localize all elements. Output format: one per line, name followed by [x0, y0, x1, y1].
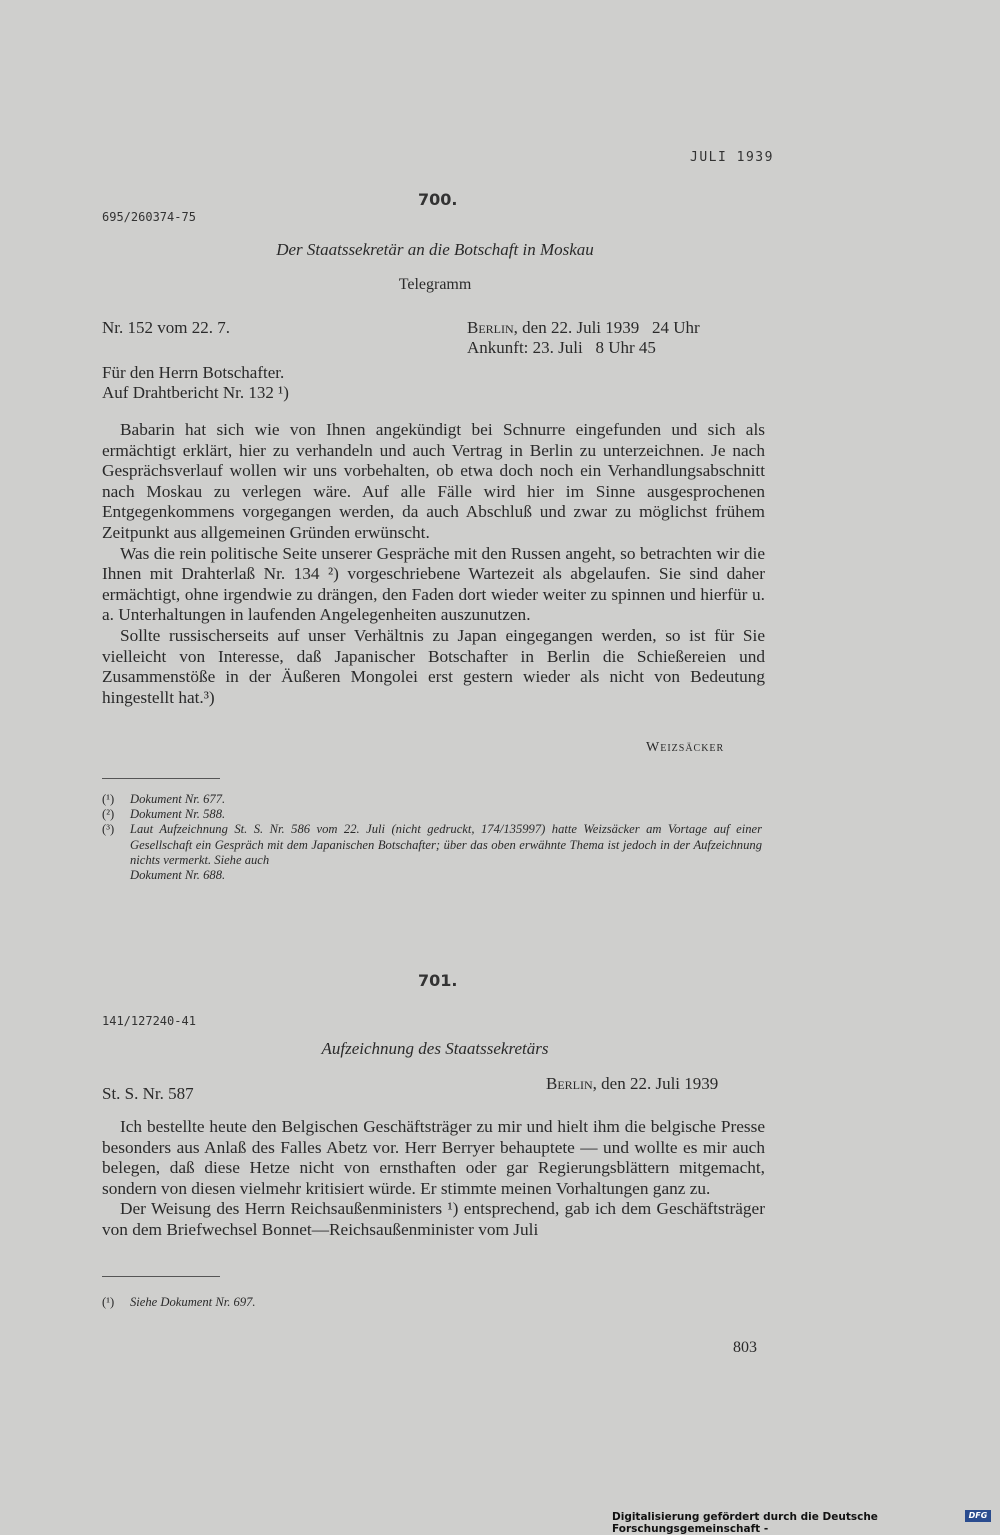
document-number-701: 701.	[418, 971, 458, 990]
paragraph: Babarin hat sich wie von Ihnen angekündigt bei Schnurre eingefunden und sich als ermächtigt erklärt, hier zu verhandeln und auch Vertrag in Berlin zu unterzeichnen. Je nach Gesprächsverlauf wollen wir uns vorbehalten, ob etwa doch noch ein Verhandlungsabschnitt nach Moskau zu verlegen wäre. Auf alle Fälle wird hier im Sinne ausgesprochenen Entgegenkommens vorgegangen werden, da auch Abschluß und zwar zu möglichst frühem Zeitpunkt aus allgemeinen Gründen erwünscht.	[102, 420, 765, 542]
digitization-note: Digitalisierung gefördert durch die Deutsche Forschungsgemeinschaft -	[612, 1511, 878, 1535]
arrival-700: Ankunft: 23. Juli 8 Uhr 45	[467, 338, 656, 357]
document-number-700: 700.	[418, 190, 458, 209]
footnote-separator-700	[102, 778, 220, 779]
footnote-mark: (¹)	[102, 1295, 115, 1309]
document-title-701: Aufzeichnung des Staatssekretärs	[321, 1039, 549, 1058]
page-number: 803	[733, 1339, 757, 1356]
place-700: Berlin	[467, 318, 514, 337]
paragraph: Sollte russischerseits auf unser Verhältnis zu Japan eingegangen werden, so ist für Sie vielleicht von Interesse, daß Japanischer Botschafter in Berlin die Schießereien und Zusammenstöße in der Äußeren Mongolei erst gestern wieder als nicht von Bedeutung hingestellt hat.³)	[102, 625, 765, 707]
footnote-text: Dokument Nr. 588.	[130, 807, 226, 822]
footnote	[102, 807, 762, 822]
footnote	[102, 792, 762, 807]
dateline-701	[546, 1075, 718, 1093]
footnote-mark: (¹)	[102, 792, 115, 806]
footnote-text: Siehe Dokument Nr. 697.	[130, 1295, 256, 1309]
footnotes-701	[102, 1295, 762, 1310]
file-reference-700: 695/260374-75	[102, 210, 196, 224]
body-text-700	[102, 420, 765, 708]
body-text-701	[102, 1117, 765, 1241]
footnote-text: Laut Aufzeichnung St. S. Nr. 586 vom 22. Juli (nicht gedruckt, 174/135997) hatte Weizsäcker am Vortage auf einer Gesellschaft ein Gespräch mit dem Japanischen Botschafter; über das oben erwähnte Thema ist jedoch in der Aufzeichnung nichts vermerkt. Siehe auch	[130, 822, 762, 867]
date-701: , den 22. Juli 1939	[592, 1074, 719, 1093]
footnote-mark: (²)	[102, 807, 115, 822]
date-700: , den 22. Juli 1939 24 Uhr	[513, 318, 700, 337]
running-head: JULI 1939	[690, 150, 774, 165]
addressee-line-2: Auf Drahtbericht Nr. 132 ¹)	[102, 383, 289, 402]
signature-700: Weizsäcker	[646, 740, 725, 755]
document-title-700: Der Staatssekretär an die Botschaft in Moskau	[276, 240, 594, 259]
addressee-line-1: Für den Herrn Botschafter.	[102, 363, 285, 382]
file-reference-701: 141/127240-41	[102, 1014, 196, 1028]
document-subtitle-700: Telegramm	[398, 276, 472, 293]
reference-number-701: St. S. Nr. 587	[102, 1084, 194, 1103]
paragraph: Der Weisung des Herrn Reichsaußenministers ¹) entsprechend, gab ich dem Geschäftsträger von dem Briefwechsel Bonnet—Reichsaußenminister vom Juli	[102, 1199, 765, 1239]
footnote	[102, 1295, 762, 1310]
paragraph: Ich bestellte heute den Belgischen Geschäftsträger zu mir und hielt ihm die belgische Presse besonders aus Anlaß des Falles Abetz vor. Herr Berryer behauptete — und wollte es mir auch belegen, daß diese Hetze nicht von ernsthaften oder gar Regierungsblättern mitgemacht, sondern von diesen vielmehr kritisiert würde. Er stimmte meinen Vorhaltungen ganz zu.	[102, 1117, 765, 1198]
footnote-continuation: Dokument Nr. 688.	[130, 868, 226, 883]
dateline-700	[467, 319, 700, 337]
footnotes-700	[102, 792, 762, 883]
footnote	[102, 822, 762, 868]
footnote-mark: (³)	[102, 822, 115, 837]
dfg-logo-icon: DFG	[965, 1510, 991, 1522]
place-701: Berlin	[546, 1074, 593, 1093]
paragraph: Was die rein politische Seite unserer Gespräche mit den Russen angeht, so betrachten wir die Ihnen mit Drahterlaß Nr. 134 ²) vorgeschriebene Wartezeit als abgelaufen. Sie sind daher ermächtigt, ohne irgendwie zu drängen, den Faden dort wieder weiter zu spinnen und hierfür u. a. Unterhaltungen in laufenden Angelegenheiten auszunutzen.	[102, 543, 765, 625]
footnote-separator-701	[102, 1276, 220, 1277]
footnote-text: Dokument Nr. 677.	[130, 792, 226, 806]
reference-number-700: Nr. 152 vom 22. 7.	[102, 318, 230, 337]
